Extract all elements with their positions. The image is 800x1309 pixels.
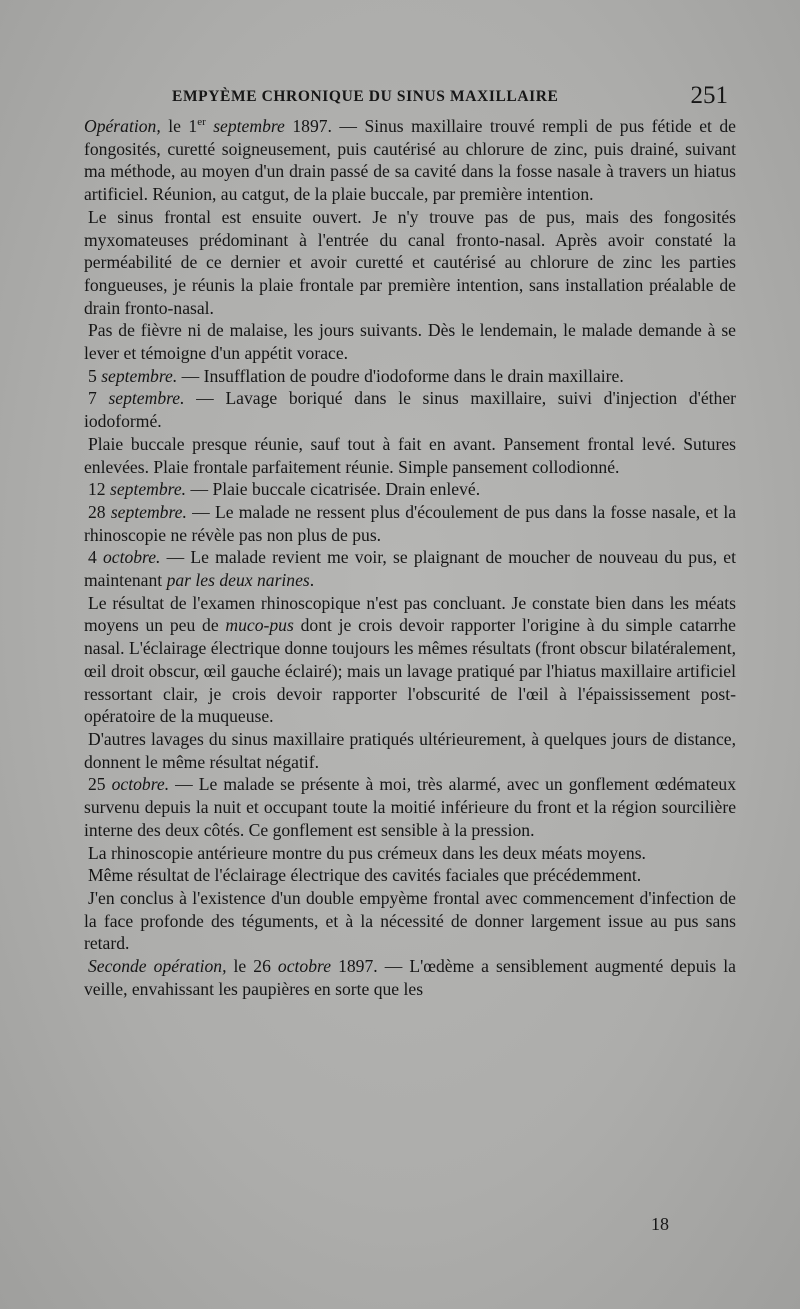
paragraph-conclusion	[84, 887, 736, 955]
operation-heading: Seconde opération,	[88, 956, 227, 977]
date-month: octobre	[277, 956, 332, 977]
date-month: septembre.	[96, 388, 185, 409]
date-number: 4	[88, 547, 97, 568]
signature-mark: 18	[651, 1214, 669, 1234]
date-number: 5	[88, 365, 97, 386]
italic-phrase: par les deux narines	[166, 570, 310, 591]
paragraph-7-sept	[84, 387, 736, 432]
paragraph-text: La rhinoscopie antérieure montre du pus crémeux dans les deux méats moyens.	[88, 842, 646, 863]
date-month: octobre.	[96, 547, 161, 568]
paragraph-text: — Plaie buccale cicatrisée. Drain enlevé.	[186, 479, 481, 500]
paragraph-text: — Lavage boriqué dans le sinus maxillaire, suivi d'injection d'éther iodoformé.	[84, 388, 736, 432]
date-month: septembre.	[96, 365, 178, 386]
page-number: 251	[690, 82, 728, 109]
paragraph-text: dont je crois devoir rapporter l'origine à du simple catarrhe nasal. L'éclairage électrique donne toujours les mêmes résultats (front obscur bilatéralement, œil droit obscur, œil gauche éclairé); mais un lavage pratiqué par l'hiatus maxillaire artificiel ressortant clair, je crois devoir rapporter l'obscurité de l'œil à l'épaississement post-opératoire de la muqueuse.	[84, 615, 736, 727]
paragraph-25-oct	[84, 773, 736, 841]
date-number: 7	[88, 388, 97, 409]
paragraph-text: Plaie buccale presque réunie, sauf tout à fait en avant. Pansement frontal levé. Sutures enlevées. Plaie frontale parfaitement réunie. Simple pansement collodionné.	[84, 433, 736, 477]
italic-term: muco-pus	[225, 615, 294, 636]
date-month: octobre.	[105, 774, 170, 795]
paragraph-plaie-buccale	[84, 433, 736, 478]
paragraph-text: 1897. — L'œdème a sensiblement augmenté depuis la veille, envahissant les paupières en sorte que les	[84, 956, 736, 999]
date-month: septembre.	[105, 479, 187, 500]
date-month: septembre.	[105, 501, 187, 522]
paragraph-text: Le résultat de l'examen rhinoscopique n'est pas concluant. Je constate bien dans les méats moyens un peu de	[84, 592, 736, 636]
paragraph-fievre	[84, 319, 736, 364]
paragraph-text: — Insufflation de poudre d'iodoforme dans le drain maxillaire.	[177, 365, 624, 386]
body-text	[84, 115, 736, 1000]
paragraph-28-sept	[84, 501, 736, 546]
paragraph-text: Pas de fièvre ni de malaise, les jours suivants. Dès le lendemain, le malade demande à se lever et témoigne d'un appétit vorace.	[84, 320, 736, 364]
paragraph-4-oct	[84, 546, 736, 591]
running-title: EMPYÈME CHRONIQUE DU SINUS MAXILLAIRE	[172, 88, 559, 105]
date-number: 12	[88, 479, 106, 500]
date-number: 25	[88, 774, 106, 795]
paragraph-autres-lavages	[84, 728, 736, 773]
paragraph-text: — Le malade se présente à moi, très alarmé, avec un gonflement œdémateux survenu depuis la nuit et occupant toute la moitié inférieure du front et la région sourcilière interne des deux côtés. Ce gonflement est sensible à la pression.	[84, 774, 736, 840]
date-month: septembre	[205, 116, 285, 136]
operation-heading: Opération,	[84, 116, 161, 136]
paragraph-text: Même résultat de l'éclairage électrique des cavités faciales que précédemment.	[88, 865, 642, 886]
date-number: 28	[88, 501, 106, 522]
paragraph-text: — Le malade revient me voir, se plaignant de moucher de nouveau du pus, et maintenant	[84, 547, 737, 591]
date-day: le 26	[226, 956, 278, 977]
page-header	[172, 82, 728, 112]
paragraph-5-sept	[84, 365, 736, 388]
paragraph-rhinoscopie	[84, 842, 736, 865]
punctuation: .	[309, 570, 315, 591]
paragraph-12-sept	[84, 478, 736, 501]
ordinal-sup: er	[197, 116, 206, 129]
paragraph-text: — Le malade ne ressent plus d'écoulement de pus dans la fosse nasale, et la rhinoscopie ne révèle pas non plus de pus.	[84, 501, 737, 545]
date-day: le 1	[160, 116, 198, 136]
paragraph-operation-1	[84, 115, 736, 206]
paragraph-text: 1897. — Sinus maxillaire trouvé rempli de pus fétide et de fongosités, curetté soigneusement, puis cautérisé au chlorure de zinc, puis drainé, suivant ma méthode, au moyen d'un drain passé de sa cavité dans la fosse nasale à travers un hiatus artificiel. Réunion, au catgut, de la plaie buccale, par première intention.	[84, 116, 736, 205]
paragraph-seconde-operation	[84, 955, 736, 1000]
paragraph-text: D'autres lavages du sinus maxillaire pratiqués ultérieurement, à quelques jours de distance, donnent le même résultat négatif.	[84, 728, 736, 772]
paragraph-eclairage	[84, 864, 736, 887]
paragraph-text: J'en conclus à l'existence d'un double empyème frontal avec commencement d'infection de la face profonde des téguments, et à la nécessité de donner largement issue au pus sans retard.	[84, 887, 736, 954]
paragraph-resultat-examen	[84, 592, 736, 728]
paragraph-text: Le sinus frontal est ensuite ouvert. Je n'y trouve pas de pus, mais des fongosités myxomateuses prédominant à l'entrée du canal fronto-nasal. Après avoir constaté la perméabilité de ce dernier et avoir curetté et cautérisé au chlorure de zinc les parties fongueuses, je réunis la plaie frontale par première intention, sans installation préalable de drain fronto-nasal.	[84, 206, 736, 318]
paragraph-sinus-frontal	[84, 206, 736, 320]
